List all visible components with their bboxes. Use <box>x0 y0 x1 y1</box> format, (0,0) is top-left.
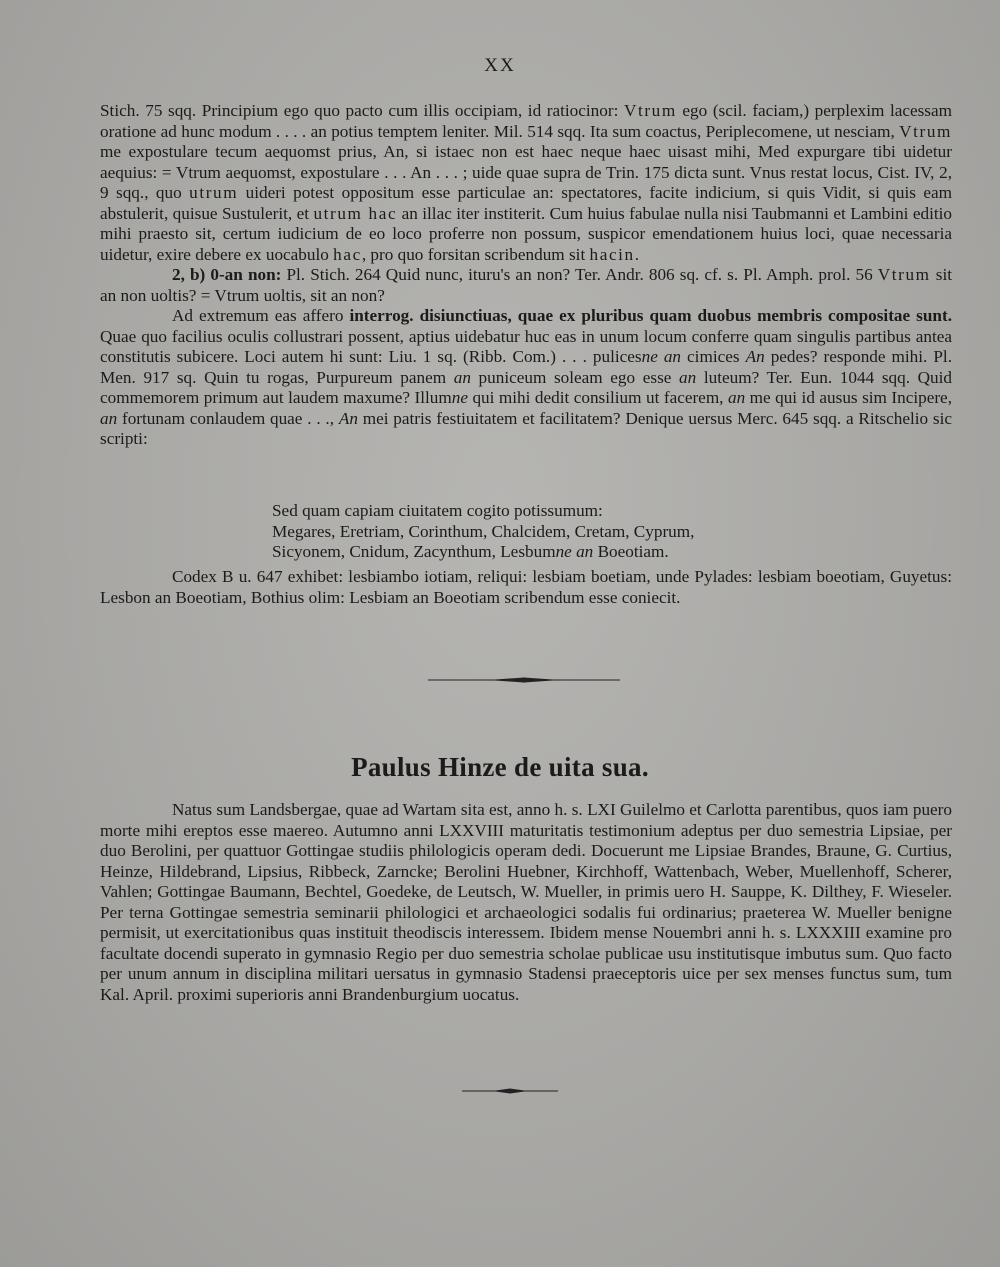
paragraph-2 <box>100 265 952 306</box>
verse-text: Sicyonem, Cnidum, Zacynthum, Lesbum <box>272 542 556 561</box>
closing-divider <box>462 1086 558 1096</box>
paragraph-1 <box>100 101 952 265</box>
p1-text: , pro quo forsitan scribendum sit <box>361 244 590 264</box>
p1-spaced: utrum <box>189 183 239 202</box>
page-number: XX <box>484 55 516 76</box>
verse-line: Sed quam capiam ciuitatem cogito potissumum: <box>272 501 603 520</box>
p3-italic: an <box>679 367 697 387</box>
p1-text: . <box>634 244 640 264</box>
p1-text: ego (scil. faciam,) perplexim lacessam oratione ad hunc modum . . . . an potius temptem leniter. Mil. 514 sqq. Ita sum coactus, Periplecomene, ut nesciam, <box>100 101 952 141</box>
verse-line: Megares, Eretriam, Corinthum, Chalcidem, Cretam, Cyprum, <box>272 521 695 541</box>
p2-heading: 2, b) 0-an non: <box>172 265 282 284</box>
p3-text: puniceum soleam ego esse <box>470 367 680 387</box>
p1-spaced: hacin <box>589 244 635 264</box>
section-heading: Paulus Hinze de uita sua. <box>351 752 649 782</box>
verse-text: Boeotiam. <box>593 542 669 561</box>
p3-text: me qui id ausus sim Incipere, <box>745 388 952 407</box>
p3-italic: ne an <box>641 347 682 366</box>
p1-spaced: hac <box>333 244 362 264</box>
p3-text: pedes? responde mihi. Pl. Men. 917 sq. Quin tu rogas, Purpureum panem <box>100 347 952 387</box>
verse-quotation <box>272 501 832 563</box>
p3-italic: an <box>727 388 746 407</box>
section-1-text <box>100 101 952 450</box>
p1-text: Stich. 75 sqq. Principium ego quo pacto cum illis occipiam, id ratiocinor: <box>100 101 624 120</box>
p3-italic: An <box>338 408 358 428</box>
p1-spaced: utrum hac <box>313 203 398 223</box>
p1-spaced: Vtrum <box>899 121 952 141</box>
p3-bold: interrog. disiunctiuas, quae ex pluribus quam duobus membris compositae sunt. <box>349 306 952 325</box>
p3-italic: an <box>100 408 118 428</box>
paragraph-3 <box>100 306 952 450</box>
p1-text: an illac iter institerit. Cum huius fabulae nulla nisi Taubmanni et Lambini editio mihi praesto sit, certum iudicium de eo loco proferre non possum, suspicor emendationem huius loci, quae necessaria uidetur, exire debere ex uocabulo <box>100 203 953 264</box>
codex-note <box>100 567 952 608</box>
verse-line <box>272 542 832 563</box>
vita-paragraph: Natus sum Landsbergae, quae ad Wartam sita est, anno h. s. LXI Guilelmo et Carlotta parentibus, quos iam puero morte mihi ereptos esse maereo. Autumno anni LXXVIII maturitatis testimonium adeptus per duo semestria Lipsiae, per duo Berolini, per quattuor Gottingae studiis philologicis operam dedi. Docuerunt me Lipsiae Brandes, Braune, G. Curtius, Heinze, Hildebrand, Lipsius, Ribbeck, Zarncke; Berolini Huebner, Kirchhoff, Wattenbach, Weber, Muellenhoff, Scherer, Vahlen; Gottingae Baumann, Bechtel, Goedeke, de Leutsch, W. Mueller, in primis uero H. Sauppe, K. Dilthey, F. Wieseler. Per terna Gottingae semestria seminarii philologici et archaeologici sodalis fui ordinarius; praeterea W. Mueller benigne permisit, ut exercitationibus quas instituit theodiscis interessem. Ibidem mense Nouembri anni h. s. LXXXIII examine pro facultate docendi superato in gymnasio Regio per duo semestria scholae publicae usu institutisque imbutus sum. Quo facto per unum annum in disciplina militari uersatus in gymnasio Stadensi praeceptoris uice per sex menses functus sum, tum Kal. April. proximi superioris anni Brandenburgium uocatus. <box>100 800 952 1004</box>
p1-text: uideri potest oppositum esse particulae an: spectatores, facite indicium, si quis Vidit, si quis eam abstulerit, quisue Sustulerit, et <box>100 183 952 223</box>
ornamental-divider <box>428 675 620 685</box>
p2-text: Pl. Stich. 264 Quid nunc, ituru's an non? Ter. Andr. 806 sq. cf. s. Pl. Amph. prol. 56 <box>281 265 878 284</box>
p3-italic: an <box>453 367 471 387</box>
paragraph-4: Codex B u. 647 exhibet: lesbiambo iotiam, reliqui: lesbiam boetiam, unde Pylades: lesbiam boeotiam, Guyetus: Lesbon an Boeotiam, Bothius olim: Lesbiam an Boeotiam scribendum esse coniecit. <box>100 567 952 607</box>
verse-italic: ne an <box>555 542 594 561</box>
p3-text: cimices <box>681 347 746 366</box>
p3-text: qui mihi dedit consilium ut facerem, <box>467 388 728 407</box>
p3-italic: ne <box>451 388 468 407</box>
p1-text: me expostulare tecum aequomst prius, An, si istaec non est haec neque haec uisast mihi, Med expurgare tibi uidetur aequius: = Vtrum aequomst, expostulare . . . An . . . ; uide quae supra de Trin. 175 dicta sunt. Vnus restat locus, Cist. IV, 2, 9 sqq., quo <box>100 142 952 202</box>
p3-text: Quae quo facilius oculis collustrari possent, aptius uidebatur huc eas in unum locum conferre quam singulis partibus antea constitutis subicere. Loci autem hi sunt: Liu. 1 sq. (Ribb. Com.) . . . pulices <box>100 326 952 366</box>
vita-text <box>100 800 952 1005</box>
p3-text: fortunam conlaudem quae . . ., <box>117 408 339 428</box>
p3-text: luteum? Ter. Eun. 1044 sqq. Quid commemorem primum aut laudem maxume? Illum <box>100 367 953 407</box>
p2-spaced: Vtrum <box>877 265 931 284</box>
p3-italic: An <box>745 347 765 366</box>
p3-text: Ad extremum eas affero <box>172 306 350 325</box>
p3-text: mei patris festiuitatem et facilitatem? Denique uersus Merc. 645 sqq. a Ritschelio sic scripti: <box>100 408 952 448</box>
p2-text: sit an non uoltis? = Vtrum uoltis, sit an non? <box>100 265 952 305</box>
p1-spaced: Vtrum <box>623 101 677 120</box>
